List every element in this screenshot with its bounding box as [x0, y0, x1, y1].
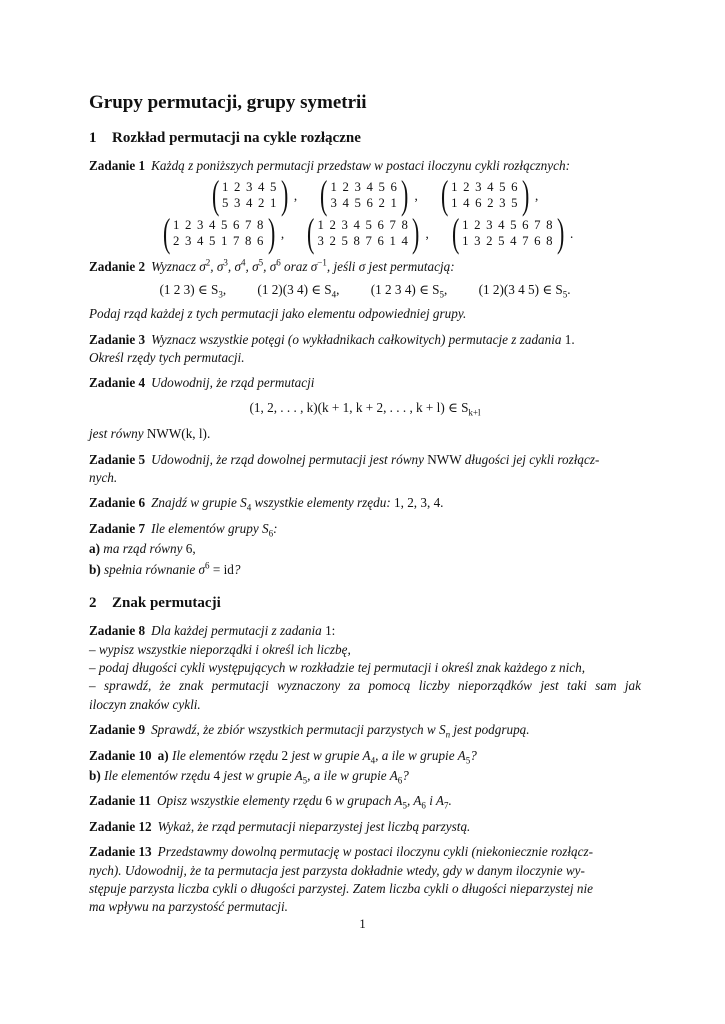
comma: , [414, 188, 418, 203]
task-6-text: Znajdź w grupie $S_4$ wszystkie elementy rzędu: [151, 495, 391, 514]
permutation-matrix-1: ( 1 2 3 4 5 5 3 4 2 1 ) [211, 172, 288, 218]
matrix-2-bottom: 3 4 5 6 2 1 [330, 196, 399, 211]
matrix-6-top: 1 2 3 4 5 6 7 8 [462, 218, 554, 233]
task-7-b-text: spełnia równanie $\sigma^6$ [104, 560, 210, 577]
task-9 [89, 721, 641, 739]
task-9-text: Sprawdź, że zbiór wszystkich permutacji parzystych w $S_n$ jest podgrupą. [151, 722, 530, 740]
task-10 [89, 747, 641, 786]
task-8-ref: 1: [325, 623, 336, 639]
task-2 [89, 258, 641, 323]
matrix-1-top: 1 2 3 4 5 [222, 180, 278, 195]
task-7-a: a) [89, 541, 100, 557]
task-6-label: Zadanie 6 [89, 495, 146, 511]
task-13-label: Zadanie 13 [89, 844, 152, 860]
task-4-after: jest równy [89, 426, 144, 442]
task-4-text: Udowodnij, że rząd permutacji [151, 375, 315, 391]
task-1-text: Każdą z poniższych permutacji przedstaw w postaci iloczynu cykli rozłącznych: [151, 158, 570, 173]
task-1-label: Zadanie 1 [89, 158, 146, 173]
section-1-number: 1 [89, 130, 97, 146]
task-11 [89, 792, 641, 810]
permutation-matrix-6: ( 1 2 3 4 5 6 7 8 1 3 2 5 4 7 6 8 ) [451, 210, 565, 256]
task-10-a: a) [157, 747, 169, 763]
matrix-3-bottom: 1 4 6 2 3 5 [451, 196, 519, 211]
perm-d: (1 2)(3 4 5) ∈ $S_5$. [478, 281, 571, 300]
task-13-line-4: ma wpływu na parzystość permutacji. [89, 899, 288, 915]
matrix-5-top: 1 2 3 4 5 6 7 8 [317, 218, 410, 233]
task-10-b: b) [89, 767, 101, 783]
task-13-line-2: nych). Udowodnij, że ta permutacja jest parzysta dokładnie wtedy, gdy w danym iloczynie wy- [89, 862, 585, 878]
permutation-matrix-2: ( 1 2 3 4 5 6 3 4 5 6 2 1 ) [320, 172, 409, 218]
task-10-b-text: Ile elementów rzędu 4 jest w grupie $A_5$, a ile w grupie $A_6$? [104, 767, 409, 786]
comma: , [280, 226, 285, 241]
perm-a: (1 2 3) ∈ $S_3$, [159, 281, 227, 300]
task-8-line-2: – podaj długości cykli występujących w rozkładzie tej permutacji i określ znak każdego z nich, [89, 659, 586, 675]
task-5-nww: NWW [427, 451, 462, 467]
task-5-text: Udowodnij, że rząd dowolnej permutacji jest równy [151, 451, 424, 467]
section-2-number: 2 [89, 595, 97, 612]
task-12 [89, 818, 641, 836]
page-number: 1 [359, 916, 366, 931]
task-13-line-3: stępuje parzysta liczba cykli o długości parzystej. Zatem liczba cykli o długości nieparzystej nie [89, 880, 593, 896]
task-4: Zadanie 4 Udowodnij, że rząd permutacji (1, 2, . . . , k)(k + 1, k + 2, . . . , k + l) ∈ $S_{k+l}$ jest równy NWW(k, l). [89, 374, 641, 443]
task-7-label: Zadanie 7 [89, 520, 146, 536]
task-8-line-3: – sprawdź, że znak permutacji wyznaczony za pomocą liczby nieporządków jest taki sam jak [89, 678, 641, 694]
section-1-title: Rozkład permutacji na cykle rozłączne [112, 130, 361, 146]
task-11-label: Zadanie 11 [89, 793, 151, 809]
perm-c: (1 2 3 4) ∈ $S_5$, [370, 281, 448, 300]
task-4-nww: NWW(k, l) [146, 426, 207, 442]
comma: , [535, 188, 539, 203]
matrix-4-bottom: 2 3 4 5 1 7 8 6 [173, 234, 265, 249]
task-7-a-value: 6, [185, 541, 196, 557]
task-8 [89, 622, 641, 714]
period: . [570, 226, 574, 241]
task-3 [89, 331, 641, 368]
section-2-heading [89, 593, 641, 613]
task-10-a-text: Ile elementów rzędu 2 jest w grupie $A_4$, a ile w grupie $A_5$? [171, 747, 477, 766]
section-1-heading [89, 128, 641, 148]
matrix-row-1 [109, 172, 641, 218]
task-13-line-1: Przedstawmy dowolną permutację w postaci iloczynu cykli (niekoniecznie rozłącz- [157, 844, 593, 860]
task-3-ref: 1. [564, 331, 575, 347]
task-7-b: b) [89, 561, 101, 577]
task-3-label: Zadanie 3 [89, 331, 146, 347]
task-8-text: Dla każdej permutacji z zadania [151, 623, 322, 639]
task-8-line-1: – wypisz wszystkie nieporządki i określ ich liczbę, [89, 641, 351, 657]
matrix-4-top: 1 2 3 4 5 6 7 8 [173, 218, 265, 233]
task-5-text-3: nych. [89, 470, 118, 486]
document-page [89, 92, 641, 924]
task-2-label: Zadanie 2 [89, 259, 146, 275]
matrix-3-top: 1 2 3 4 5 6 [451, 180, 519, 195]
matrix-5-bottom: 3 2 5 8 7 6 1 4 [317, 234, 410, 249]
comma: , [293, 188, 298, 203]
permutation-matrix-4: ( 1 2 3 4 5 6 7 8 2 3 4 5 1 7 8 6 ) [162, 210, 275, 256]
permutation-matrix-3: ( 1 2 3 4 5 6 1 4 6 2 3 5 ) [440, 172, 530, 218]
task-12-text: Wykaż, że rząd permutacji nieparzystej jest liczbą parzystą. [157, 818, 471, 834]
matrix-1-bottom: 5 3 4 2 1 [222, 196, 278, 211]
task-7-a-text: ma rząd równy [103, 541, 183, 557]
task-8-line-4: iloczyn znaków cykli. [89, 696, 201, 712]
matrix-2-top: 1 2 3 4 5 6 [330, 180, 399, 195]
permutation-matrix-5: ( 1 2 3 4 5 6 7 8 3 2 5 8 7 6 1 4 ) [307, 210, 420, 256]
task-12-label: Zadanie 12 [89, 818, 152, 834]
task-3-text: Wyznacz wszystkie potęgi (o wykładnikach całkowitych) permutacje z zadania [151, 331, 562, 347]
task-1 [89, 157, 641, 256]
task-11-text: Opisz wszystkie elementy rzędu 6 w grupach $A_5$, $A_6$ i $A_7$. [156, 793, 452, 811]
task-7-text: Ile elementów grupy $S_6$: [151, 520, 278, 539]
task-7-b-eq: = id [212, 561, 234, 577]
perm-b: (1 2)(3 4) ∈ $S_4$, [257, 281, 340, 300]
task-2-text: Wyznacz $\sigma^2$, $\sigma^3$, $\sigma^4$, $\sigma^5$, $\sigma^6$ oraz $\sigma^{-1}$, jeśli σ jest permutacją: [151, 258, 455, 275]
section-2-title: Znak permutacji [112, 595, 221, 612]
task-5-label: Zadanie 5 [89, 451, 146, 467]
task-5 [89, 451, 641, 488]
comma: , [425, 226, 429, 241]
task-2-after: Podaj rząd każdej z tych permutacji jako elementu odpowiedniej grupy. [89, 306, 467, 322]
task-13 [89, 843, 641, 917]
task-2-permutations [89, 281, 641, 299]
task-4-formula: (1, 2, . . . , k)(k + 1, k + 2, . . . , k + l) ∈ $S_{k+l}$ [249, 399, 481, 418]
task-4-label: Zadanie 4 [89, 375, 146, 391]
task-5-text-2: długości jej cykli rozłącz- [464, 451, 600, 467]
task-6 [89, 494, 641, 512]
matrix-6-bottom: 1 3 2 5 4 7 6 8 [462, 234, 554, 249]
task-10-label: Zadanie 10 [89, 747, 152, 763]
document-title: Grupy permutacji, grupy symetrii [89, 92, 367, 113]
task-9-label: Zadanie 9 [89, 722, 146, 738]
task-8-label: Zadanie 8 [89, 623, 146, 639]
task-7: Zadanie 7 Ile elementów grupy $S_6$: a) ma rząd równy 6, b) spełnia równanie $\sigma^6$ = id? [89, 520, 278, 577]
matrix-row-2 [95, 210, 641, 256]
task-6-values: 1, 2, 3, 4. [394, 495, 444, 511]
task-3-text-2: Określ rzędy tych permutacji. [89, 350, 245, 366]
